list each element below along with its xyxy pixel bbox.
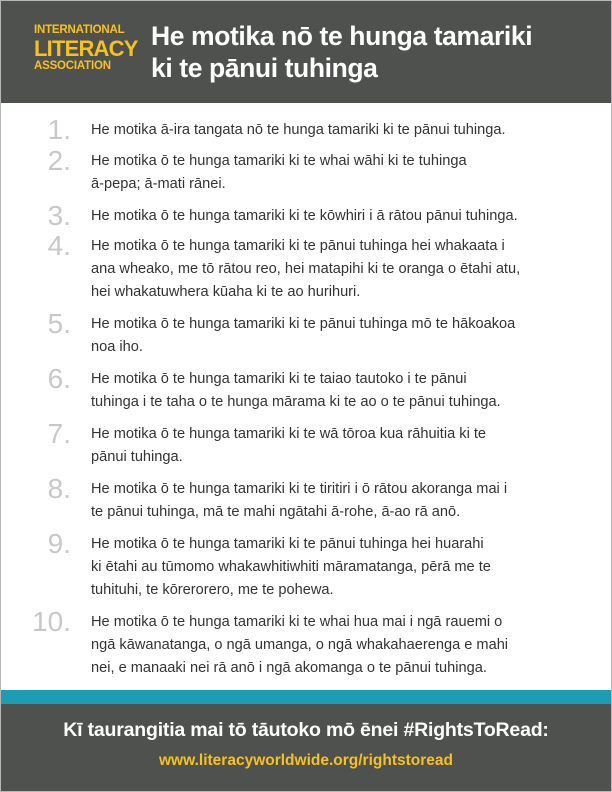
ila-logo [34, 24, 138, 72]
logo-line-3: ASSOCIATION [34, 59, 111, 72]
website-link[interactable]: www.literacyworldwide.org/rightstoread [159, 752, 453, 769]
list-item [1, 418, 611, 469]
item-number: 9. [47, 528, 71, 559]
item-text-line: tuhituhi, te kōrerorero, me te pohewa. [91, 582, 334, 598]
list-item [1, 200, 611, 231]
list-item [1, 308, 611, 359]
item-number: 5. [47, 308, 71, 339]
item-text-line: ngā kāwanatanga, o ngā umanga, o ngā whakahaerenga e mahi [91, 637, 509, 653]
item-text-line: pānui tuhinga. [91, 449, 183, 465]
item-text-line: He motika ō te hunga tamariki ki te kōwhiri i ā rātou pānui tuhinga. [91, 208, 518, 224]
item-text-line: He motika ā-ira tangata nō te hunga tamariki ki te pānui tuhinga. [91, 122, 506, 138]
item-text-line: He motika ō te hunga tamariki ki te whai wāhi ki te tuhinga [91, 153, 467, 169]
list-item [1, 230, 611, 304]
item-number: 8. [47, 473, 71, 504]
title-line-2: ki te pānui tuhinga [151, 53, 378, 83]
list-item [1, 145, 611, 196]
item-text-line: te pānui tuhinga, mā te mahi ngātahi ā-rohe, ā-ao rā anō. [91, 504, 461, 520]
item-text-line: He motika ō te hunga tamariki ki te pānui tuhinga hei huarahi [91, 536, 484, 552]
footer-banner [1, 704, 611, 791]
item-text-line: He motika ō te hunga tamariki ki te pānui tuhinga mō te hākoakoa [91, 316, 516, 332]
item-text-line: ana wheako, me tō rātou reo, hei matapihi ki te oranga o ētahi atu, [91, 261, 521, 277]
logo-line-2: LITERACY [34, 35, 138, 61]
item-number: 3. [47, 200, 71, 231]
item-text-line: ā-pepa; ā-mati rānei. [91, 176, 226, 192]
header-banner [1, 1, 611, 103]
logo-line-1: INTERNATIONAL [34, 24, 125, 36]
item-text-line: He motika ō te hunga tamariki ki te whai hua mai i ngā rauemi o [91, 614, 503, 630]
item-number: 6. [47, 363, 71, 394]
item-text-line: He motika ō te hunga tamariki ki te pānui tuhinga hei whakaata i [91, 238, 505, 254]
list-item [1, 606, 611, 680]
item-number: 2. [47, 145, 71, 176]
rights-list [1, 114, 611, 680]
item-number: 10. [32, 606, 71, 637]
list-item [1, 528, 611, 602]
item-text-line: He motika ō te hunga tamariki ki te wā tōroa kua rāhuitia ki te [91, 426, 487, 442]
item-text-line: noa iho. [91, 339, 143, 355]
call-to-action: Kī taurangitia mai tō tāutoko mō ēnei #RightsToRead: [63, 719, 549, 741]
item-text-line: ki ētahi au tūmomo whakawhitiwhiti māramatanga, pērā me te [91, 559, 491, 575]
item-text-line: He motika ō te hunga tamariki ki te tiritiri i ō rātou akoranga mai i [91, 481, 508, 497]
teal-divider [1, 690, 611, 704]
item-text-line: nei, e manaaki nei rā anō i ngā akomanga o te pānui tuhinga. [91, 660, 487, 676]
page-title [151, 20, 591, 84]
item-text-line: tuhinga i te taha o te hunga mārama ki te ao o te pānui tuhinga. [91, 394, 501, 410]
list-item [1, 114, 611, 145]
list-item [1, 473, 611, 524]
item-number: 4. [47, 230, 71, 261]
item-text-line: hei whakatuwhera kūaha ki te ao hurihuri. [91, 284, 361, 300]
item-number: 1. [47, 114, 71, 145]
list-item [1, 363, 611, 414]
item-number: 7. [47, 418, 71, 449]
title-line-1: He motika nō te hunga tamariki [151, 21, 533, 51]
item-text-line: He motika ō te hunga tamariki ki te taiao tautoko i te pānui [91, 371, 467, 387]
